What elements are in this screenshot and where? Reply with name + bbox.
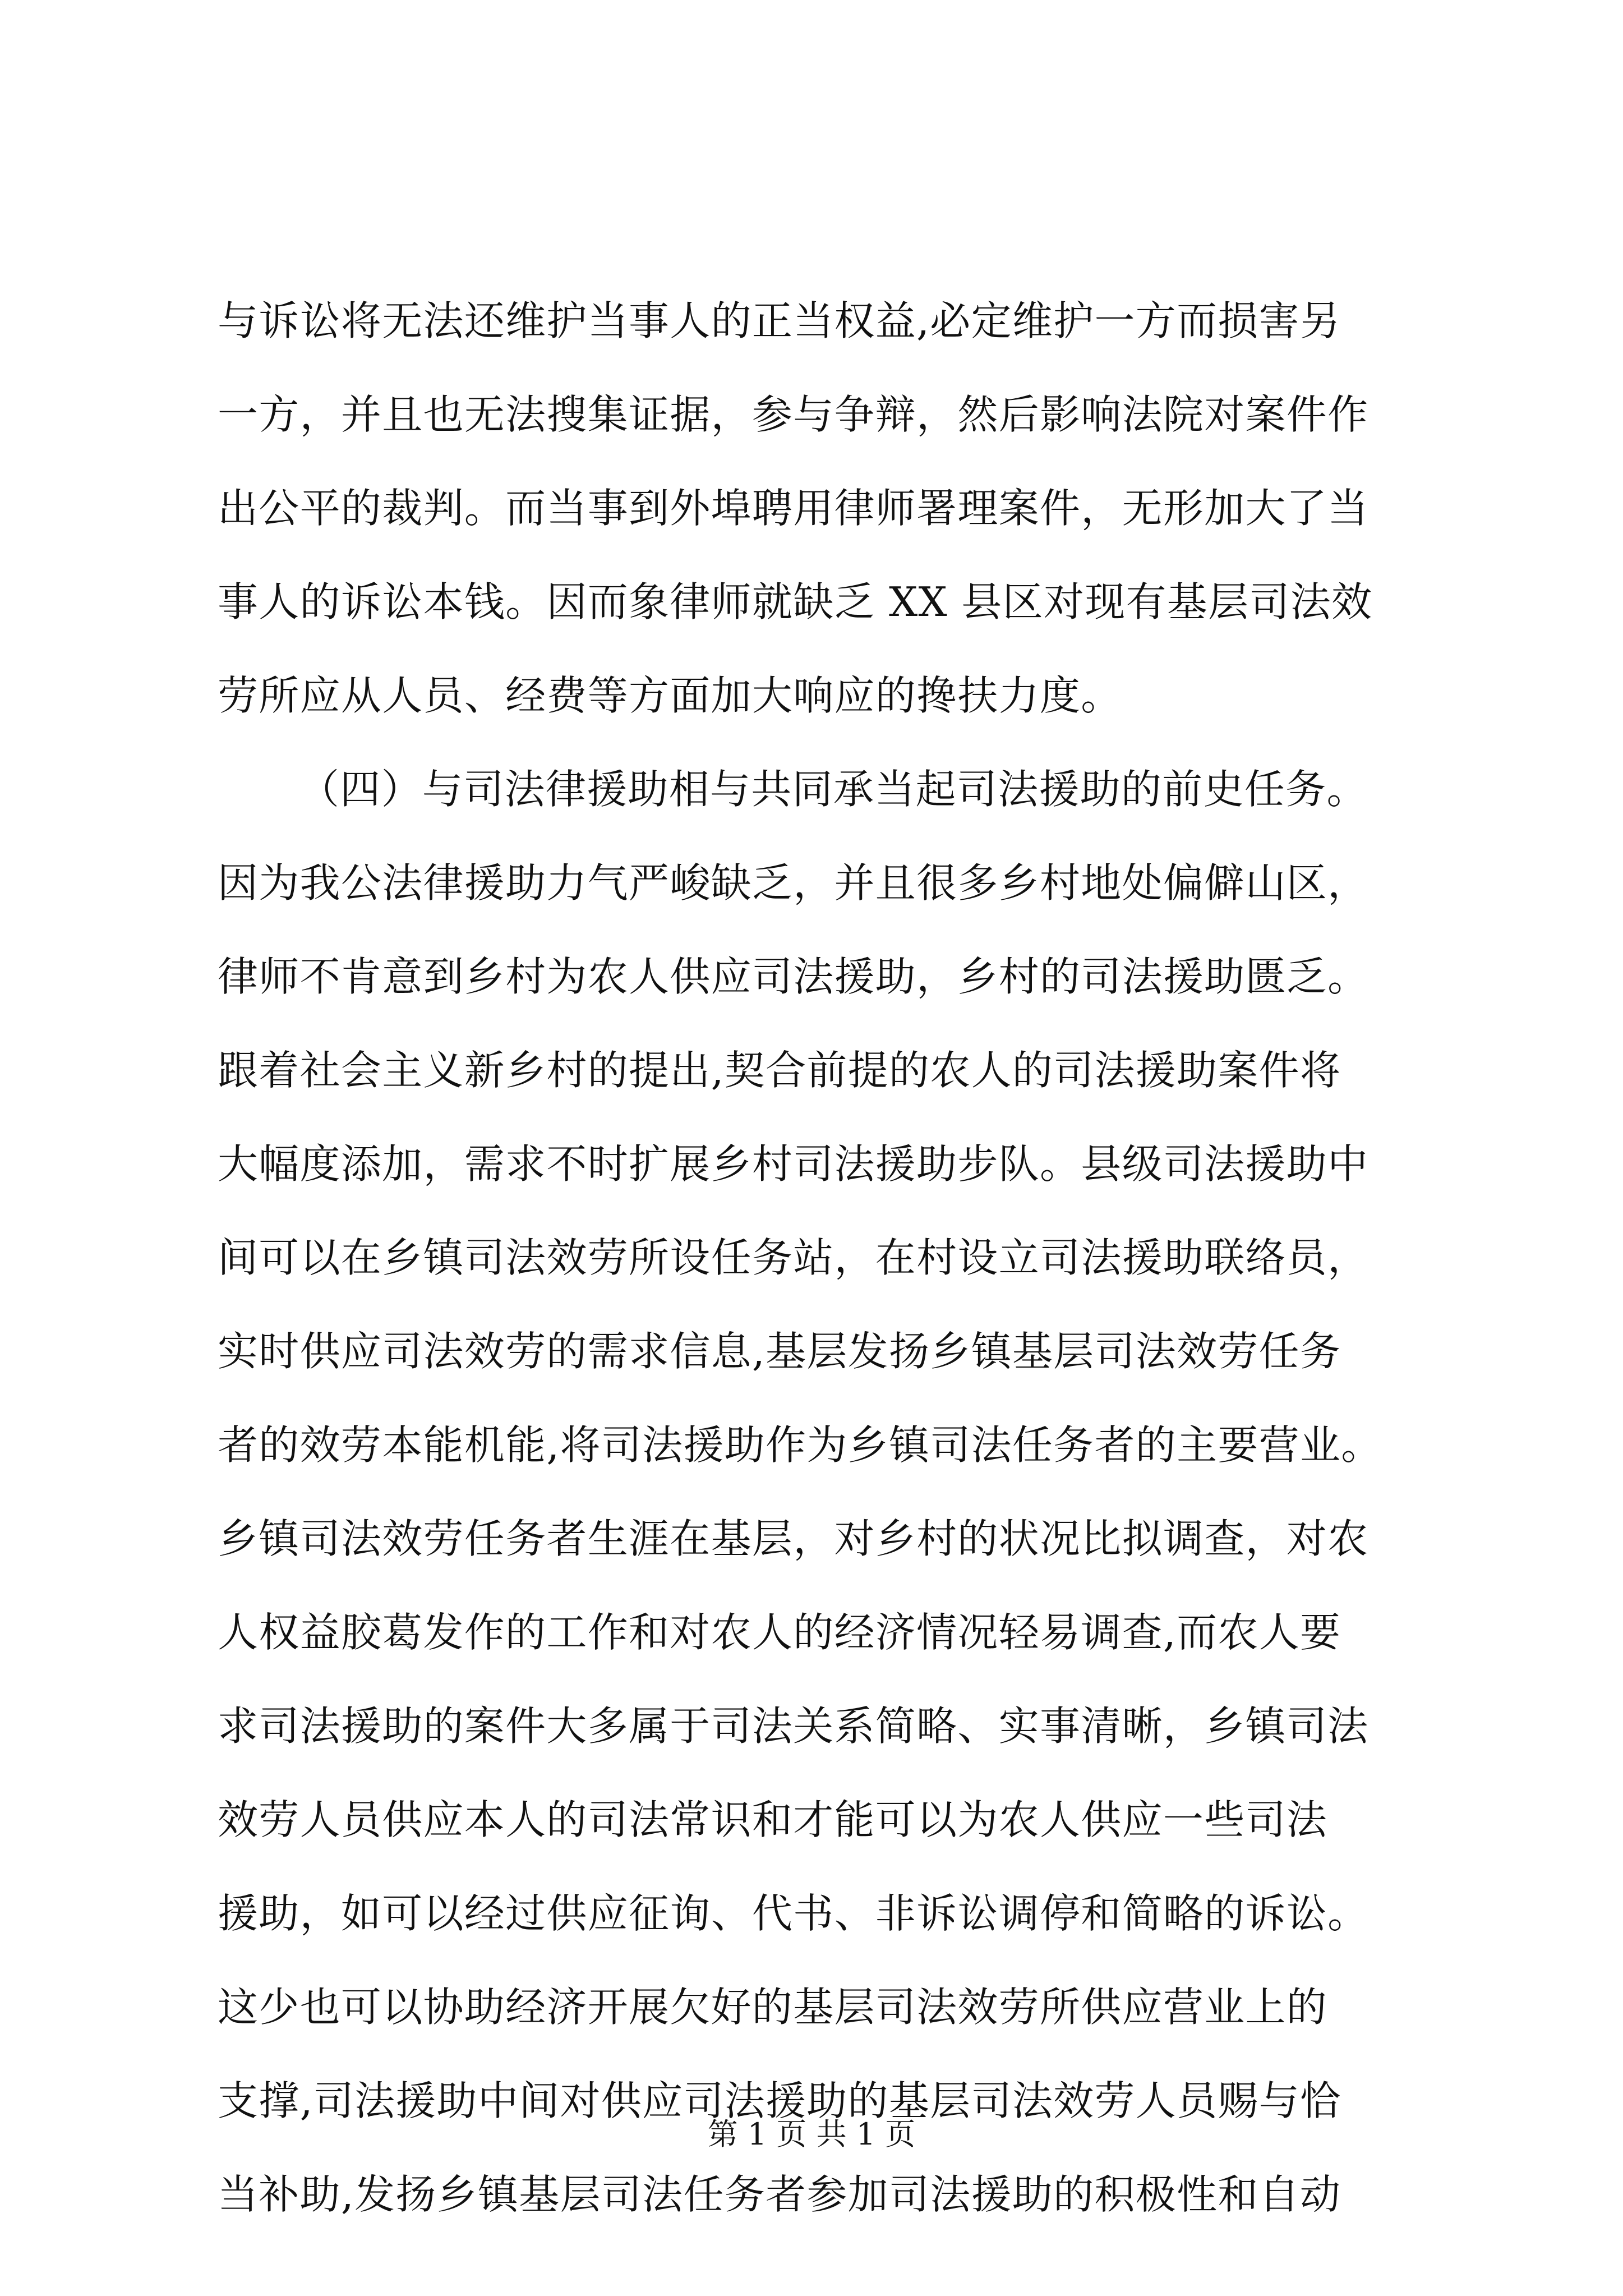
text-line: 与诉讼将无法还维护当事人的正当权益,必定维护一方而损害另 — [218, 297, 1341, 344]
body-text — [218, 294, 1423, 2261]
text-line: 一方，并且也无法搜集证据，参与争辩，然后影响法院对案件作 — [218, 391, 1369, 438]
text-line: 跟着社会主义新乡村的提出,契合前提的农人的司法援助案件将 — [218, 1047, 1341, 1094]
text-line: 律师不肯意到乡村为农人供应司法援助，乡村的司法援助匮乏。 — [218, 953, 1369, 1000]
text-line: 援助，如可以经过供应征询、代书、非诉讼调停和简略的诉讼。 — [218, 1890, 1369, 1937]
text-line: 效劳人员供应本人的司法常识和才能可以为农人供应一些司法 — [218, 1796, 1328, 1843]
text-line: 这少也可以协助经济开展欠好的基层司法效劳所供应营业上的 — [218, 1984, 1328, 2031]
text-line: 因为我公法律援助力气严峻缺乏，并且很多乡村地处偏僻山区， — [218, 859, 1369, 907]
text-line: 出公平的裁判。而当事到外埠聘用律师署理案件，无形加大了当 — [218, 485, 1369, 532]
text-line: 求司法援助的案件大多属于司法关系简略、实事清晰，乡镇司法 — [218, 1703, 1369, 1750]
section-heading-line: （四）与司法律援助相与共同承当起司法援助的前史任务。 — [299, 766, 1368, 813]
text-line: 事人的诉讼本钱。因而象律师就缺乏 XX 县区对现有基层司法效 — [218, 578, 1373, 625]
text-line: 支撑,司法援助中间对供应司法援助的基层司法效劳人员赐与恰 — [218, 2077, 1341, 2124]
text-line: 劳所应从人员、经费等方面加大响应的搀扶力度。 — [218, 672, 1122, 719]
text-line: 乡镇司法效劳任务者生涯在基层，对乡村的状况比拟调查，对农 — [218, 1515, 1369, 1562]
text-line: 当补助,发扬乡镇基层司法任务者参加司法援助的积极性和自动 — [218, 2171, 1341, 2218]
text-line: 者的效劳本能机能,将司法援助作为乡镇司法任务者的主要营业。 — [218, 1421, 1382, 1469]
text-line: 间可以在乡镇司法效劳所设任务站，在村设立司法援助联络员， — [218, 1234, 1369, 1281]
page-footer: 第 1 页 共 1 页 — [707, 2116, 916, 2152]
text-line: 人权益胶葛发作的工作和对农人的经济情况轻易调查,而农人要 — [218, 1609, 1341, 1656]
text-line: 实时供应司法效劳的需求信息,基层发扬乡镇基层司法效劳任务 — [218, 1328, 1341, 1375]
text-line: 大幅度添加，需求不时扩展乡村司法援助步队。县级司法援助中 — [218, 1140, 1369, 1188]
